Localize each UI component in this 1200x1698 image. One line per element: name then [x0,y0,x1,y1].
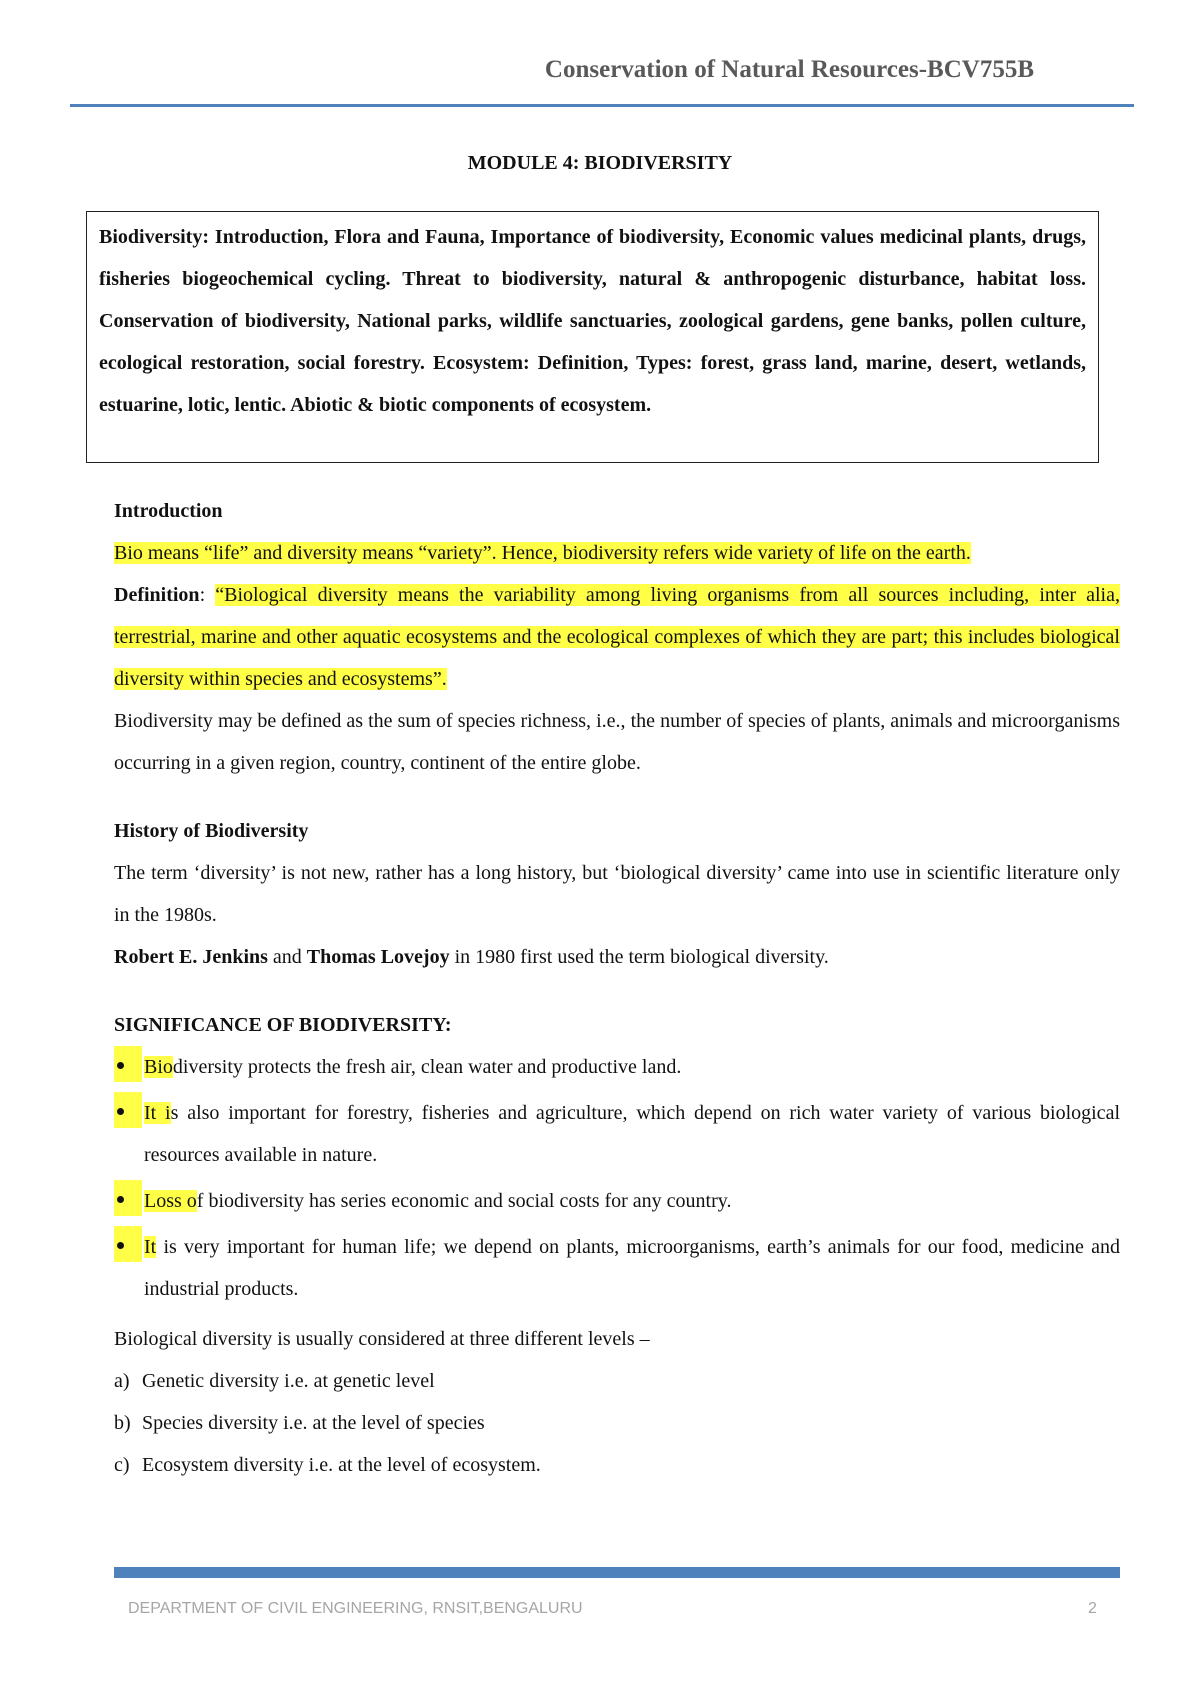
item-text: Genetic diversity i.e. at genetic level [142,1370,435,1392]
item-label: b) [114,1412,131,1434]
header-title: Conservation of Natural Resources-BCV755B [544,56,1034,83]
bullet-icon [114,1046,142,1082]
list-item [114,1444,1120,1486]
highlight-fragment: It i [144,1102,171,1124]
page-content [114,490,1120,1486]
list-item [114,1092,1120,1176]
footer-department: DEPARTMENT OF CIVIL ENGINEERING, RNSIT,BENGALURU [128,1600,583,1617]
syllabus-box: Biodiversity: Introduction, Flora and Fauna, Importance of biodiversity, Economic values medicinal plants, drugs, fisheries biogeochemical cycling. Threat to biodiversity, natural & anthropogenic disturbance, habitat loss. Conservation of biodiversity, National parks, wildlife sanctuaries, zoological gardens, gene banks, pollen culture, ecological restoration, social forestry. Ecosystem: Definition, Types: forest, grass land, marine, desert, wetlands, estuarine, lotic, lentic. Abiotic & biotic components of ecosystem. [86,211,1099,463]
significance-list [114,1046,1120,1310]
bullet-text: f biodiversity has series economic and social costs for any country. [196,1190,732,1212]
history-rest: in 1980 first used the term biological diversity. [449,946,829,968]
bullet-icon [114,1092,142,1128]
spacer [114,784,1120,810]
item-text: Ecosystem diversity i.e. at the level of ecosystem. [142,1454,541,1476]
highlight-fragment: Bio [144,1056,173,1078]
highlight-fragment: It [144,1236,157,1258]
history-heading: History of Biodiversity [114,820,309,842]
definition-text: “Biological diversity means the variability among living organisms from all sources including, inter alia, terrestrial, marine and other aquatic ecosystems and the ecological complexes of which they are part; this includes biological diversity within species and ecosystems”. [114,584,1120,690]
list-item [114,1046,1120,1088]
bullet-text: s also important for forestry, fisheries and agriculture, which depend on rich water variety of various biological resources available in nature. [144,1102,1120,1166]
list-item [114,1180,1120,1222]
levels-list [114,1360,1120,1486]
bio-meaning-paragraph [114,532,1120,574]
name-lovejoy: Thomas Lovejoy [306,946,450,968]
bullet-text: is very important for human life; we depend on plants, microorganisms, earth’s animals for our food, medicine and industrial products. [144,1236,1120,1300]
bullet-text: diversity protects the fresh air, clean water and productive land. [172,1056,682,1078]
definition-paragraph [114,574,1120,700]
footer-rule [114,1567,1120,1578]
page-number: 2 [1088,1600,1097,1617]
definition-label: Definition [114,584,200,606]
list-item [114,1226,1120,1310]
definition-colon: : [199,584,216,606]
and-text: and [267,946,307,968]
history-paragraph: The term ‘diversity’ is not new, rather has a long history, but ‘biological diversity’ came into use in scientific literature only in the 1980s. [114,862,1120,926]
item-text: Species diversity i.e. at the level of species [142,1412,485,1434]
significance-heading: SIGNIFICANCE OF BIODIVERSITY: [114,1014,452,1036]
list-item [114,1402,1120,1444]
bio-meaning-text: Bio means “life” and diversity means “variety”. Hence, biodiversity refers wide variety of life on the earth. [114,542,971,564]
introduction-heading: Introduction [114,500,223,522]
bullet-icon [114,1180,142,1216]
item-label: c) [114,1454,130,1476]
history-names-paragraph [114,936,1120,978]
header-rule [70,104,1134,107]
module-title: MODULE 4: BIODIVERSITY [467,152,733,174]
list-item [114,1360,1120,1402]
sum-paragraph: Biodiversity may be defined as the sum of species richness, i.e., the number of species of plants, animals and microorganisms occurring in a given region, country, continent of the entire globe. [114,710,1120,774]
spacer [114,978,1120,1004]
item-label: a) [114,1370,130,1392]
bullet-icon [114,1226,142,1262]
levels-intro: Biological diversity is usually considered at three different levels – [114,1328,650,1350]
highlight-fragment: Loss o [144,1190,197,1212]
name-jenkins: Robert E. Jenkins [114,946,268,968]
